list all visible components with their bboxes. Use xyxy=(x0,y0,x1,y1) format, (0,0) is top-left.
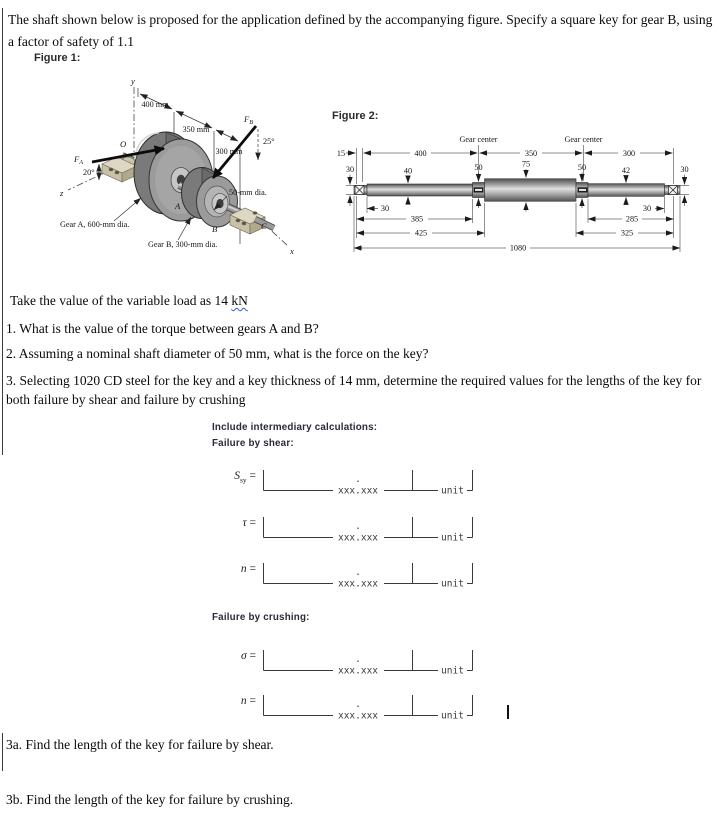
dim-400mm: 400 mm xyxy=(141,100,169,109)
answer-input-box[interactable] xyxy=(261,560,477,590)
bolt-hole xyxy=(109,168,113,171)
dia-50-left: 50 xyxy=(474,163,483,172)
answer-field-label: n = xyxy=(240,695,256,707)
section-42 xyxy=(588,184,665,197)
point-b-label: B xyxy=(212,224,218,234)
left-border-rule xyxy=(2,8,3,455)
dim-385: 385 xyxy=(410,214,424,224)
bolt-hole xyxy=(253,212,257,215)
left-border-rule-bottom xyxy=(2,733,3,771)
quantity-symbol: σ xyxy=(240,650,247,662)
dia-30-right: 30 xyxy=(680,165,689,174)
bolt-hole xyxy=(115,171,119,174)
answer-field-tau xyxy=(224,514,477,544)
gear-b-label: Gear B, 300-mm dia. xyxy=(148,240,218,249)
quantity-symbol: n xyxy=(240,695,247,707)
dia-30-left: 30 xyxy=(345,165,355,174)
dim-350: 350 xyxy=(524,148,538,158)
decimal-hint: . xyxy=(355,474,361,485)
figure2-caption: Figure 2: xyxy=(332,110,379,122)
failure-by-crushing-header: Failure by crushing: xyxy=(212,612,310,623)
force-fb xyxy=(213,114,274,178)
question-1: 1. What is the value of the torque between gears A and B? xyxy=(6,321,319,336)
unit-input-area[interactable]: unit xyxy=(441,710,464,722)
answer-input-box[interactable] xyxy=(261,692,477,722)
value-input-area[interactable]: xxx.xxx xyxy=(337,710,379,722)
force-fa-angle: 20° xyxy=(83,168,95,177)
dim-300: 300 xyxy=(622,148,636,158)
origin-label: O xyxy=(120,139,127,149)
problem-statement: The shaft shown below is proposed for the application defined by the accompanying figure. Specify a square key for gear B, using a factor of safety of 1.1 xyxy=(8,12,713,49)
answer-field-label: $S_{sy}$ = xyxy=(234,470,256,485)
decimal-hint: . xyxy=(355,654,361,665)
point-c-label: C xyxy=(261,221,267,231)
dim-400: 400 xyxy=(414,148,427,158)
point-a-label: A xyxy=(175,201,181,211)
answer-input-box[interactable] xyxy=(261,467,477,497)
answer-field-label: n = xyxy=(240,563,256,575)
question-3: 3. Selecting 1020 CD steel for the key and a key thickness of 14 mm, determine the required values for the lengths of the key for both failure by shear and failure by crushing xyxy=(6,373,702,407)
x-axis-label: x xyxy=(290,246,294,256)
decimal-hint: . xyxy=(355,521,361,532)
gear-center-right-label: Gear center xyxy=(564,135,603,144)
dim-30-bottom-right: 30 xyxy=(642,204,652,213)
answer-field-n-crush xyxy=(224,692,477,722)
shaft-profile xyxy=(354,179,680,202)
gear-center-left-label: Gear center xyxy=(459,135,498,144)
quantity-symbol: S xyxy=(234,470,240,482)
bearing-left xyxy=(102,157,137,182)
answer-input-box[interactable] xyxy=(261,514,477,544)
value-input-area[interactable]: xxx.xxx xyxy=(337,665,379,677)
quantity-symbol: n xyxy=(240,563,247,575)
dim-350mm: 350 mm xyxy=(182,125,210,134)
load-statement xyxy=(10,292,710,311)
dia-42: 42 xyxy=(621,166,631,175)
question-3a: 3a. Find the length of the key for failure by shear. xyxy=(6,737,274,752)
answer-field-sigma xyxy=(224,647,477,677)
unit-input-area[interactable]: unit xyxy=(441,532,464,544)
text-cursor xyxy=(507,705,509,719)
answer-field-label: σ = xyxy=(240,650,256,662)
figure1-drawing xyxy=(52,74,337,274)
answer-field-n-shear xyxy=(224,560,477,590)
force-fb-angle: 25° xyxy=(263,137,275,146)
shaft-dia-label: 50-mm dia. xyxy=(229,188,267,197)
load-unit: kN xyxy=(231,293,248,308)
bolt-hole xyxy=(236,219,240,222)
section-40 xyxy=(367,184,473,196)
bolt-hole xyxy=(242,222,246,225)
answer-field-ssy xyxy=(224,467,477,497)
dim-285: 285 xyxy=(625,214,639,224)
unit-input-area[interactable]: unit xyxy=(441,665,464,677)
unit-input-area[interactable]: unit xyxy=(441,485,464,497)
section-75 xyxy=(485,179,577,202)
dim-1080: 1080 xyxy=(509,243,527,253)
dim-15: 15 xyxy=(336,148,346,158)
load-statement-text: Take the value of the variable load as 14 xyxy=(10,293,232,308)
answer-input-box[interactable] xyxy=(261,647,477,677)
question-3b: 3b. Find the length of the key for failure by crushing. xyxy=(6,792,294,807)
dia-75: 75 xyxy=(521,159,531,169)
dim-425: 425 xyxy=(414,228,428,238)
gear-a-label: Gear A, 600-mm dia. xyxy=(60,220,130,229)
dia-40: 40 xyxy=(403,166,413,176)
question-2: 2. Assuming a nominal shaft diameter of 50 mm, what is the force on the key? xyxy=(6,346,429,361)
quantity-symbol: τ xyxy=(242,517,247,529)
unit-input-area[interactable]: unit xyxy=(441,578,464,590)
figure1-caption: Figure 1: xyxy=(34,52,81,64)
dim-300mm: 300 mm xyxy=(215,147,243,156)
dia-50-right: 50 xyxy=(577,163,587,172)
value-input-area[interactable]: xxx.xxx xyxy=(337,485,379,497)
z-axis-label: z xyxy=(60,188,64,198)
value-input-area[interactable]: xxx.xxx xyxy=(337,578,379,590)
bearing-right xyxy=(230,208,274,234)
dim-325: 325 xyxy=(620,228,634,238)
value-input-area[interactable]: xxx.xxx xyxy=(337,532,379,544)
force-fb-label: $F_B$ xyxy=(244,114,254,126)
decimal-hint: . xyxy=(355,567,361,578)
dim-30-bottom-left: 30 xyxy=(380,204,390,213)
include-calculations-header: Include intermediary calculations: xyxy=(212,422,378,433)
y-axis-label: y xyxy=(131,76,135,86)
answer-field-label: τ = xyxy=(242,517,256,529)
failure-by-shear-header: Failure by shear: xyxy=(212,438,294,449)
force-fa-label: $F_A$ xyxy=(74,154,84,166)
decimal-hint: . xyxy=(355,699,361,710)
figure2-drawing xyxy=(334,118,719,260)
